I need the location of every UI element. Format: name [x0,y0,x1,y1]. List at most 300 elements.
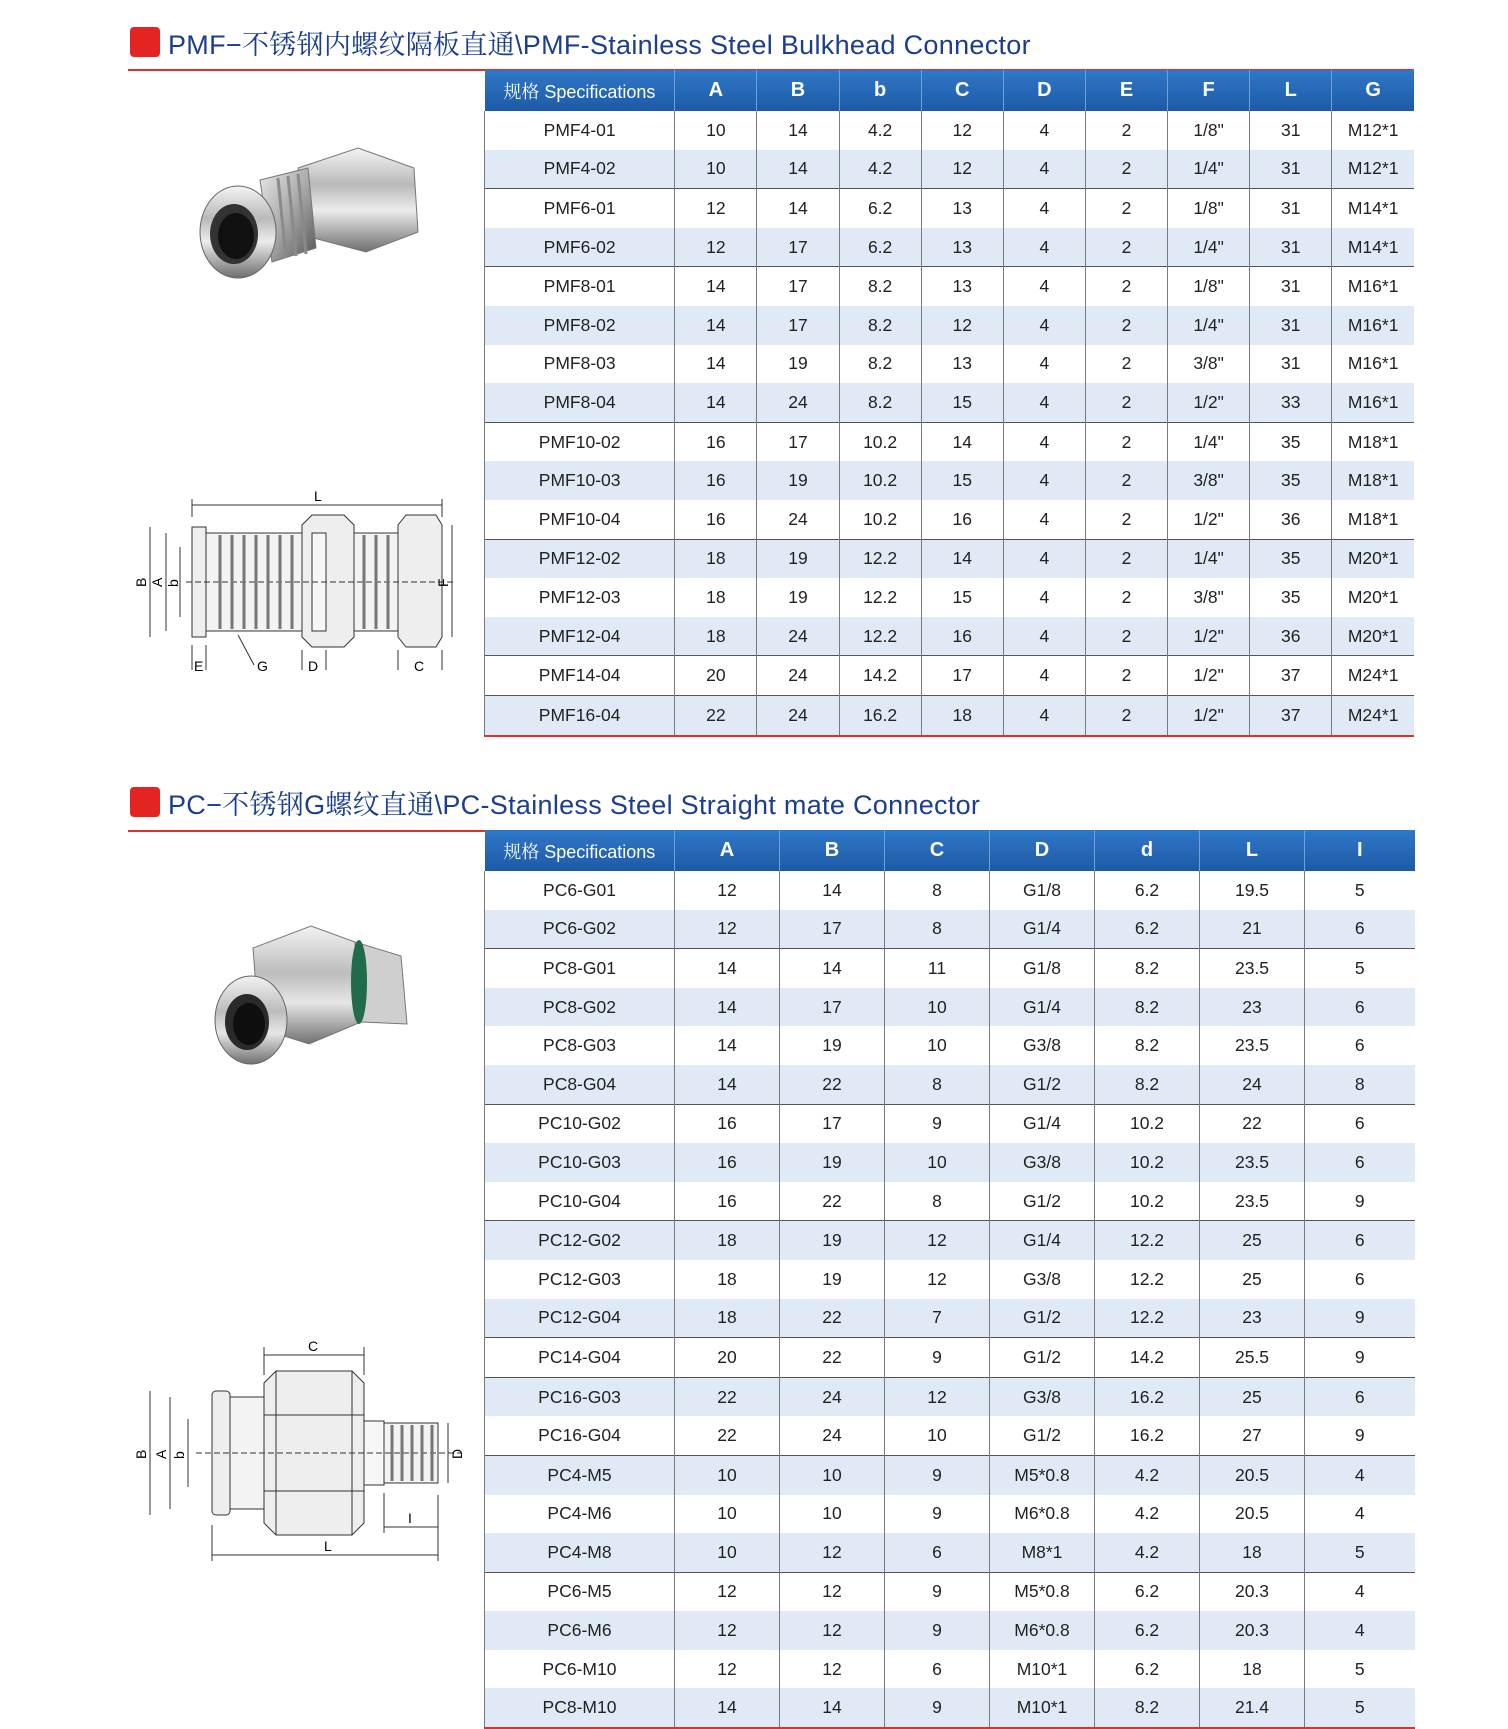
spec-cell: 3/8" [1168,345,1250,384]
spec-cell: 14.2 [839,656,921,696]
spec-cell: 9 [885,1104,990,1143]
spec-cell: 14 [675,1065,780,1104]
table-row [485,988,1415,1027]
spec-cell: 3/8" [1168,461,1250,500]
spec-cell: G1/4 [990,1104,1095,1143]
spec-cell: 2 [1085,617,1167,656]
table-row [485,306,1415,345]
spec-cell: 8.2 [1095,988,1200,1027]
spec-cell: 15 [921,578,1003,617]
spec-cell: 4.2 [839,150,921,189]
spec-cell: 31 [1250,267,1332,306]
spec-cell: 4 [1003,228,1085,267]
spec-cell: 19 [780,1221,885,1260]
pmf-product-photo [190,140,430,320]
spec-cell: 14.2 [1095,1338,1200,1378]
spec-cell: 6 [1305,910,1415,949]
spec-cell: 31 [1250,306,1332,345]
table-row [485,345,1415,384]
spec-cell: 1/8" [1168,111,1250,150]
spec-cell: 4.2 [1095,1455,1200,1494]
spec-cell: 12.2 [1095,1221,1200,1260]
model-cell: PC6-M6 [485,1611,675,1650]
spec-cell: 10 [675,111,757,150]
pc-header-cell: A [675,830,780,871]
spec-cell: 4 [1003,150,1085,189]
spec-cell: 16 [675,1143,780,1182]
model-cell: PMF8-01 [485,267,675,306]
spec-cell: 12 [780,1611,885,1650]
pmf-header-cell: L [1250,70,1332,111]
table-row [485,1065,1415,1104]
model-cell: PMF10-03 [485,461,675,500]
pmf-header-cell: 规格 Specifications [485,70,675,111]
spec-cell: 1/2" [1168,656,1250,696]
spec-cell: M20*1 [1332,539,1414,578]
table-row [485,1221,1415,1260]
model-cell: PMF4-01 [485,111,675,150]
spec-cell: 2 [1085,228,1167,267]
spec-cell: 18 [1200,1533,1305,1572]
spec-cell: 12.2 [1095,1299,1200,1338]
spec-cell: 4 [1003,695,1085,735]
spec-cell: 4 [1003,500,1085,539]
pmf-spec-table [484,70,1414,737]
spec-cell: 6 [1354,1035,1365,1056]
pmf-diagram-label-b: B [133,577,149,587]
spec-cell: 6.2 [839,228,921,267]
spec-cell: 16 [675,500,757,539]
spec-cell: 8.2 [1095,1065,1200,1104]
spec-cell: 12 [675,228,757,267]
spec-cell: 1/4" [1168,150,1250,189]
spec-cell: 4 [1003,422,1085,461]
spec-cell: 4 [1003,267,1085,306]
spec-cell: M10*1 [990,1688,1095,1728]
spec-cell: 24 [1200,1065,1305,1104]
pc-table-body [485,871,1415,1728]
table-row [485,949,1415,988]
spec-cell: 14 [757,189,839,228]
pc-header-cell: D [990,830,1095,871]
spec-cell: 12 [885,1221,990,1260]
spec-cell: M16*1 [1347,353,1399,374]
spec-cell: 14 [921,422,1003,461]
spec-cell: 20 [675,656,757,696]
spec-cell: 25.5 [1200,1338,1305,1378]
spec-cell: 9 [1305,1299,1415,1338]
spec-cell: M16*1 [1332,383,1414,422]
spec-cell: 10.2 [1095,1182,1200,1221]
spec-cell: 18 [675,578,757,617]
spec-cell: 12 [885,1377,990,1416]
spec-cell: 2 [1085,383,1167,422]
spec-cell: 5 [1354,1658,1365,1679]
spec-cell: 9 [885,1495,990,1534]
spec-cell: 12 [675,1650,780,1689]
spec-cell: 4 [1305,1572,1415,1611]
model-cell: PMF4-02 [485,150,675,189]
spec-cell: 10 [885,1026,990,1065]
spec-cell: 10 [675,1495,780,1534]
spec-cell: 8.2 [839,345,921,384]
spec-cell: 9 [885,1338,990,1378]
spec-cell: 4 [1003,111,1085,150]
model-cell: PC6-M5 [485,1572,675,1611]
model-cell: PC10-G03 [485,1143,675,1182]
spec-cell: 31 [1250,189,1332,228]
spec-cell: 23.5 [1200,1026,1305,1065]
spec-cell: 23.5 [1200,949,1305,988]
spec-cell: 2 [1085,306,1167,345]
spec-cell: M20*1 [1347,586,1399,607]
spec-cell: 36 [1250,500,1332,539]
model-cell: PMF8-02 [485,306,675,345]
spec-cell: M24*1 [1332,656,1414,696]
model-cell: PC4-M8 [485,1533,675,1572]
spec-cell: M14*1 [1332,228,1414,267]
spec-cell: 18 [1200,1650,1305,1689]
spec-cell: M8*1 [990,1533,1095,1572]
table-row [485,150,1415,189]
spec-cell: 35 [1250,422,1332,461]
table-row [485,617,1415,656]
spec-cell: 4 [1003,345,1085,384]
spec-cell: G1/2 [990,1299,1095,1338]
spec-cell: 6.2 [1095,1611,1200,1650]
spec-cell: 4.2 [1095,1533,1200,1572]
pmf-header-cell: B [757,70,839,111]
spec-cell: 17 [757,267,839,306]
spec-cell: 12.2 [839,578,921,617]
spec-cell: 8 [885,910,990,949]
spec-cell: 9 [1354,1425,1365,1446]
spec-cell: 12.2 [839,617,921,656]
pc-spec-table [484,830,1415,1729]
spec-cell: 14 [757,111,839,150]
model-cell: PC8-G01 [485,949,675,988]
spec-cell: 8.2 [839,306,921,345]
pc-diagram-label-b-small: b [171,1451,187,1459]
spec-cell: 16 [921,617,1003,656]
spec-cell: 8.2 [1095,1688,1200,1728]
spec-cell: 18 [675,617,757,656]
spec-cell: G3/8 [990,1143,1095,1182]
spec-cell: 1/2" [1168,500,1250,539]
spec-cell: 22 [780,1338,885,1378]
pc-diagram-label-d: D [449,1448,465,1459]
table-row [485,578,1415,617]
spec-cell: 6 [1354,1268,1365,1289]
spec-cell: 36 [1250,617,1332,656]
spec-cell: 1/8" [1168,189,1250,228]
table-row [485,1572,1415,1611]
spec-cell: 19 [757,461,839,500]
spec-cell: 22 [675,1377,780,1416]
spec-cell: 22 [675,1416,780,1455]
spec-cell: 14 [921,539,1003,578]
table-row [485,1688,1415,1728]
spec-cell: M6*0.8 [990,1495,1095,1534]
spec-cell: 10.2 [1095,1143,1200,1182]
spec-cell: 25 [1200,1221,1305,1260]
spec-cell: 13 [921,228,1003,267]
spec-cell: 6 [1305,1104,1415,1143]
table-row [485,1495,1415,1534]
pc-diagram-label-l: L [324,1538,332,1554]
spec-cell: 31 [1250,150,1332,189]
spec-cell: 10.2 [839,422,921,461]
spec-cell: 10 [675,1455,780,1494]
spec-cell: 14 [675,306,757,345]
table-row [485,1260,1415,1299]
spec-cell: 37 [1250,656,1332,696]
spec-cell: 12 [675,871,780,910]
pmf-diagram-label-e: E [194,658,204,674]
spec-cell: 13 [921,189,1003,228]
table-row [485,1104,1415,1143]
pc-section-title [130,782,980,822]
pmf-header-cell: D [1003,70,1085,111]
spec-cell: 14 [780,949,885,988]
spec-cell: 1/4" [1168,539,1250,578]
model-cell: PMF12-03 [485,578,675,617]
red-square-icon [130,787,160,817]
spec-cell: 25 [1200,1377,1305,1416]
model-cell: PMF8-04 [485,383,675,422]
spec-cell: 10 [885,1143,990,1182]
model-cell: PC6-M10 [485,1650,675,1689]
spec-cell: 35 [1250,578,1332,617]
spec-cell: 19 [780,1260,885,1299]
spec-cell: 15 [921,461,1003,500]
spec-cell: 18 [675,1299,780,1338]
table-row [485,500,1415,539]
spec-cell: M5*0.8 [990,1455,1095,1494]
pc-diagram-label-c: C [308,1338,319,1354]
spec-cell: 2 [1085,461,1167,500]
spec-cell: 18 [675,1221,780,1260]
spec-cell: 4 [1305,1611,1415,1650]
spec-cell: 6 [1305,1143,1415,1182]
spec-cell: 10 [780,1495,885,1534]
spec-cell: 5 [1305,1688,1415,1728]
spec-cell: 8 [885,1182,990,1221]
spec-cell: 18 [675,539,757,578]
table-row [485,422,1415,461]
spec-cell: 9 [885,1688,990,1728]
pmf-header-cell: C [921,70,1003,111]
spec-cell: 12 [921,111,1003,150]
table-row [485,1182,1415,1221]
spec-cell: 22 [1200,1104,1305,1143]
spec-cell: M20*1 [1332,617,1414,656]
spec-cell: 6.2 [1095,910,1200,949]
spec-cell: 6.2 [1095,871,1200,910]
pmf-diagram-label-a: A [149,577,165,587]
spec-cell: 10 [675,1533,780,1572]
model-cell: PC10-G04 [485,1182,675,1221]
model-cell: PMF12-02 [485,539,675,578]
spec-cell: 4 [1003,461,1085,500]
spec-cell: 6.2 [1095,1650,1200,1689]
model-cell: PC6-G02 [485,910,675,949]
spec-cell: 24 [780,1416,885,1455]
spec-cell: 9 [885,1455,990,1494]
spec-cell: 20.5 [1200,1455,1305,1494]
spec-cell: G1/4 [990,1221,1095,1260]
spec-cell: 17 [757,306,839,345]
spec-cell: 10 [780,1455,885,1494]
model-cell: PC14-G04 [485,1338,675,1378]
spec-cell: 1/2" [1168,383,1250,422]
spec-cell: 5 [1305,1533,1415,1572]
spec-cell: 1/4" [1168,422,1250,461]
spec-cell: 10 [675,150,757,189]
pmf-header-cell: b [839,70,921,111]
spec-cell: 24 [757,695,839,735]
spec-cell: 35 [1250,461,1332,500]
spec-cell: 8 [885,1065,990,1104]
spec-cell: 17 [757,422,839,461]
pmf-title-text: PMF−不锈钢内螺纹隔板直通\PMF-Stainless Steel Bulkhead Connector [168,29,1031,60]
spec-cell: 12 [780,1533,885,1572]
spec-cell: 22 [780,1182,885,1221]
spec-cell: M16*1 [1332,306,1414,345]
spec-cell: 24 [757,383,839,422]
spec-cell: 4 [1003,383,1085,422]
spec-cell: 12 [675,910,780,949]
table-row [485,1416,1415,1455]
spec-cell: 19 [757,345,839,384]
spec-cell: M18*1 [1347,508,1399,529]
spec-cell: G3/8 [990,1377,1095,1416]
spec-cell: 8.2 [1095,1026,1200,1065]
spec-cell: M24*1 [1332,695,1414,735]
pc-diagram-label-i: I [408,1510,412,1526]
pc-header-row [485,830,1415,871]
spec-cell: 24 [757,617,839,656]
model-cell: PC8-M10 [485,1688,675,1728]
spec-cell: 6 [1305,1221,1415,1260]
spec-cell: 14 [675,949,780,988]
spec-cell: 1/8" [1168,267,1250,306]
pc-diagram-label-a: A [153,1449,169,1459]
spec-cell: 33 [1250,383,1332,422]
spec-cell: 3/8" [1168,578,1250,617]
spec-cell: 24 [757,656,839,696]
table-row [485,1650,1415,1689]
spec-cell: 21.4 [1200,1688,1305,1728]
model-cell: PMF8-03 [485,345,675,384]
spec-cell: 6.2 [839,189,921,228]
spec-cell: 23.5 [1200,1143,1305,1182]
spec-cell: M6*0.8 [990,1611,1095,1650]
pmf-section-title [130,22,1031,62]
spec-cell: 13 [921,267,1003,306]
spec-cell: 22 [780,1065,885,1104]
spec-cell: 20.3 [1200,1611,1305,1650]
spec-cell: M18*1 [1332,461,1414,500]
table-row [485,871,1415,910]
table-row [485,1611,1415,1650]
spec-cell: 22 [675,695,757,735]
spec-cell: 4 [1003,189,1085,228]
spec-cell: 8.2 [839,383,921,422]
spec-cell: 19 [780,1026,885,1065]
table-row [485,695,1415,735]
spec-cell: 1/4" [1168,228,1250,267]
spec-cell: 25 [1200,1260,1305,1299]
spec-cell: 20.5 [1200,1495,1305,1534]
red-square-icon [130,27,160,57]
pc-header-cell: C [885,830,990,871]
pmf-table-body [485,111,1415,736]
spec-cell: 19 [757,578,839,617]
spec-cell: 9 [885,1611,990,1650]
spec-cell: 6 [885,1650,990,1689]
pmf-header-row [485,70,1415,111]
spec-cell: 14 [675,988,780,1027]
spec-cell: 17 [757,228,839,267]
model-cell: PC12-G04 [485,1299,675,1338]
spec-cell: 6 [1305,1377,1415,1416]
table-row [485,1533,1415,1572]
model-cell: PMF6-02 [485,228,675,267]
spec-cell: 12.2 [1095,1260,1200,1299]
pmf-header-cell: G [1332,70,1414,111]
spec-cell: 6 [1305,988,1415,1027]
spec-cell: 2 [1085,695,1167,735]
table-row [485,910,1415,949]
spec-cell: 23 [1200,1299,1305,1338]
pc-header-cell: 规格 Specifications [485,830,675,871]
spec-cell: M14*1 [1332,189,1414,228]
spec-cell: 14 [675,383,757,422]
spec-cell: M5*0.8 [990,1572,1095,1611]
spec-cell: G1/8 [990,949,1095,988]
spec-cell: 17 [780,1104,885,1143]
spec-cell: 7 [885,1299,990,1338]
pc-header-cell: I [1305,830,1415,871]
spec-cell: G1/8 [990,871,1095,910]
spec-cell: 2 [1085,539,1167,578]
spec-cell: G3/8 [990,1260,1095,1299]
pc-diagram-label-b: B [133,1449,149,1459]
spec-cell: 12 [885,1260,990,1299]
spec-cell: 14 [780,871,885,910]
spec-cell: 16 [921,500,1003,539]
pc-header-cell: d [1095,830,1200,871]
spec-cell: 14 [675,345,757,384]
spec-cell: 2 [1085,150,1167,189]
table-row [485,1143,1415,1182]
pmf-diagram-label-d: D [308,658,319,674]
model-cell: PMF10-04 [485,500,675,539]
spec-cell: 4 [1003,617,1085,656]
pc-header-cell: B [780,830,885,871]
model-cell: PMF12-04 [485,617,675,656]
pc-title-text: PC−不锈钢G螺纹直通\PC-Stainless Steel Straight mate Connector [168,789,981,820]
spec-cell: 4 [1003,306,1085,345]
spec-cell: 16 [675,1104,780,1143]
pmf-header-cell: A [675,70,757,111]
spec-cell: 19 [780,1143,885,1182]
spec-cell: 4.2 [839,111,921,150]
spec-cell: 16 [675,1182,780,1221]
spec-cell: M12*1 [1347,119,1399,140]
model-cell: PC4-M6 [485,1495,675,1534]
